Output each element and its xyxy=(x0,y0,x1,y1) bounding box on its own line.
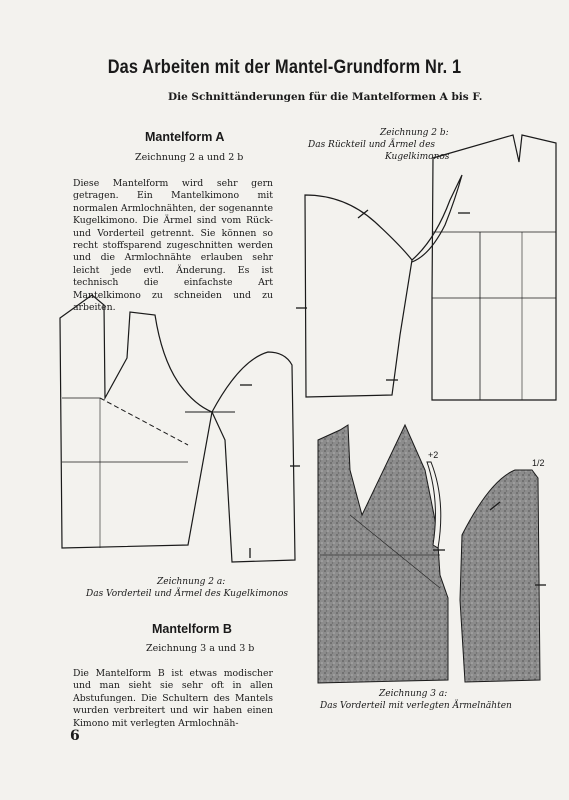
caption-2b-line3: Kugelkimonos xyxy=(385,152,450,162)
drawing-2b xyxy=(296,135,556,400)
sleeve-outline xyxy=(212,352,295,562)
front-piece-line xyxy=(100,398,188,445)
section-b-body: Die Mantelform B ist etwas modischer und man sieht sie sehr oft in allen Abstufungen. Die Schultern des Mantels wurden verbreitert und wir haben einen Kimono mit verlegten Armlochnäh- xyxy=(73,668,273,729)
back-piece-outline xyxy=(432,135,556,400)
drawing-3a xyxy=(318,425,546,683)
sleeve-outline xyxy=(305,195,412,397)
page-subtitle: Die Schnittänderungen für die Mantelformen A bis F. xyxy=(168,91,483,103)
caption-2b-line2: Das Rückteil und Ärmel des xyxy=(308,140,436,150)
section-b-subheading: Zeichnung 3 a und 3 b xyxy=(146,643,255,654)
caption-2b-title: Zeichnung 2 b: xyxy=(380,128,449,138)
caption-2a-title: Zeichnung 2 a: xyxy=(157,577,226,587)
page-title: Das Arbeiten mit der Mantel-Grundform Nr. 1 xyxy=(107,57,462,78)
section-a-heading: Mantelform A xyxy=(145,130,225,144)
sleeve-shaded-piece xyxy=(460,470,540,682)
caption-3a-line2: Das Vorderteil mit verlegten Ärmelnähten xyxy=(320,701,512,711)
section-b-heading: Mantelform B xyxy=(152,622,232,636)
section-a-subheading: Zeichnung 2 a und 2 b xyxy=(135,152,244,163)
marker-plus-two: +2 xyxy=(428,450,439,460)
page-number: 6 xyxy=(70,728,80,744)
caption-3a-title: Zeichnung 3 a: xyxy=(379,689,448,699)
drawing-2a xyxy=(60,295,300,562)
caption-2a-line2: Das Vorderteil und Ärmel des Kugelkimonos xyxy=(86,589,288,599)
armhole-curve xyxy=(412,175,462,262)
notch-mark xyxy=(358,210,368,218)
section-a-body: Diese Mantelform wird sehr gern getragen. Ein Mantelkimono mit normalen Armlochnähten, der sogenannte Kugelkimono. Die Ärmel sind vom Rück- und Vorderteil getrennt. Sie können so recht stoffsparend zugeschnitten werden und die Armlochnähte erlauben sehr leicht jede evtl. Änderung. Es ist technisch die einfachste Art Mantelkimono zu schneiden und zu arbeiten. xyxy=(73,178,273,314)
front-piece-outline xyxy=(60,295,212,548)
marker-half-two: 1/2 xyxy=(532,458,545,468)
